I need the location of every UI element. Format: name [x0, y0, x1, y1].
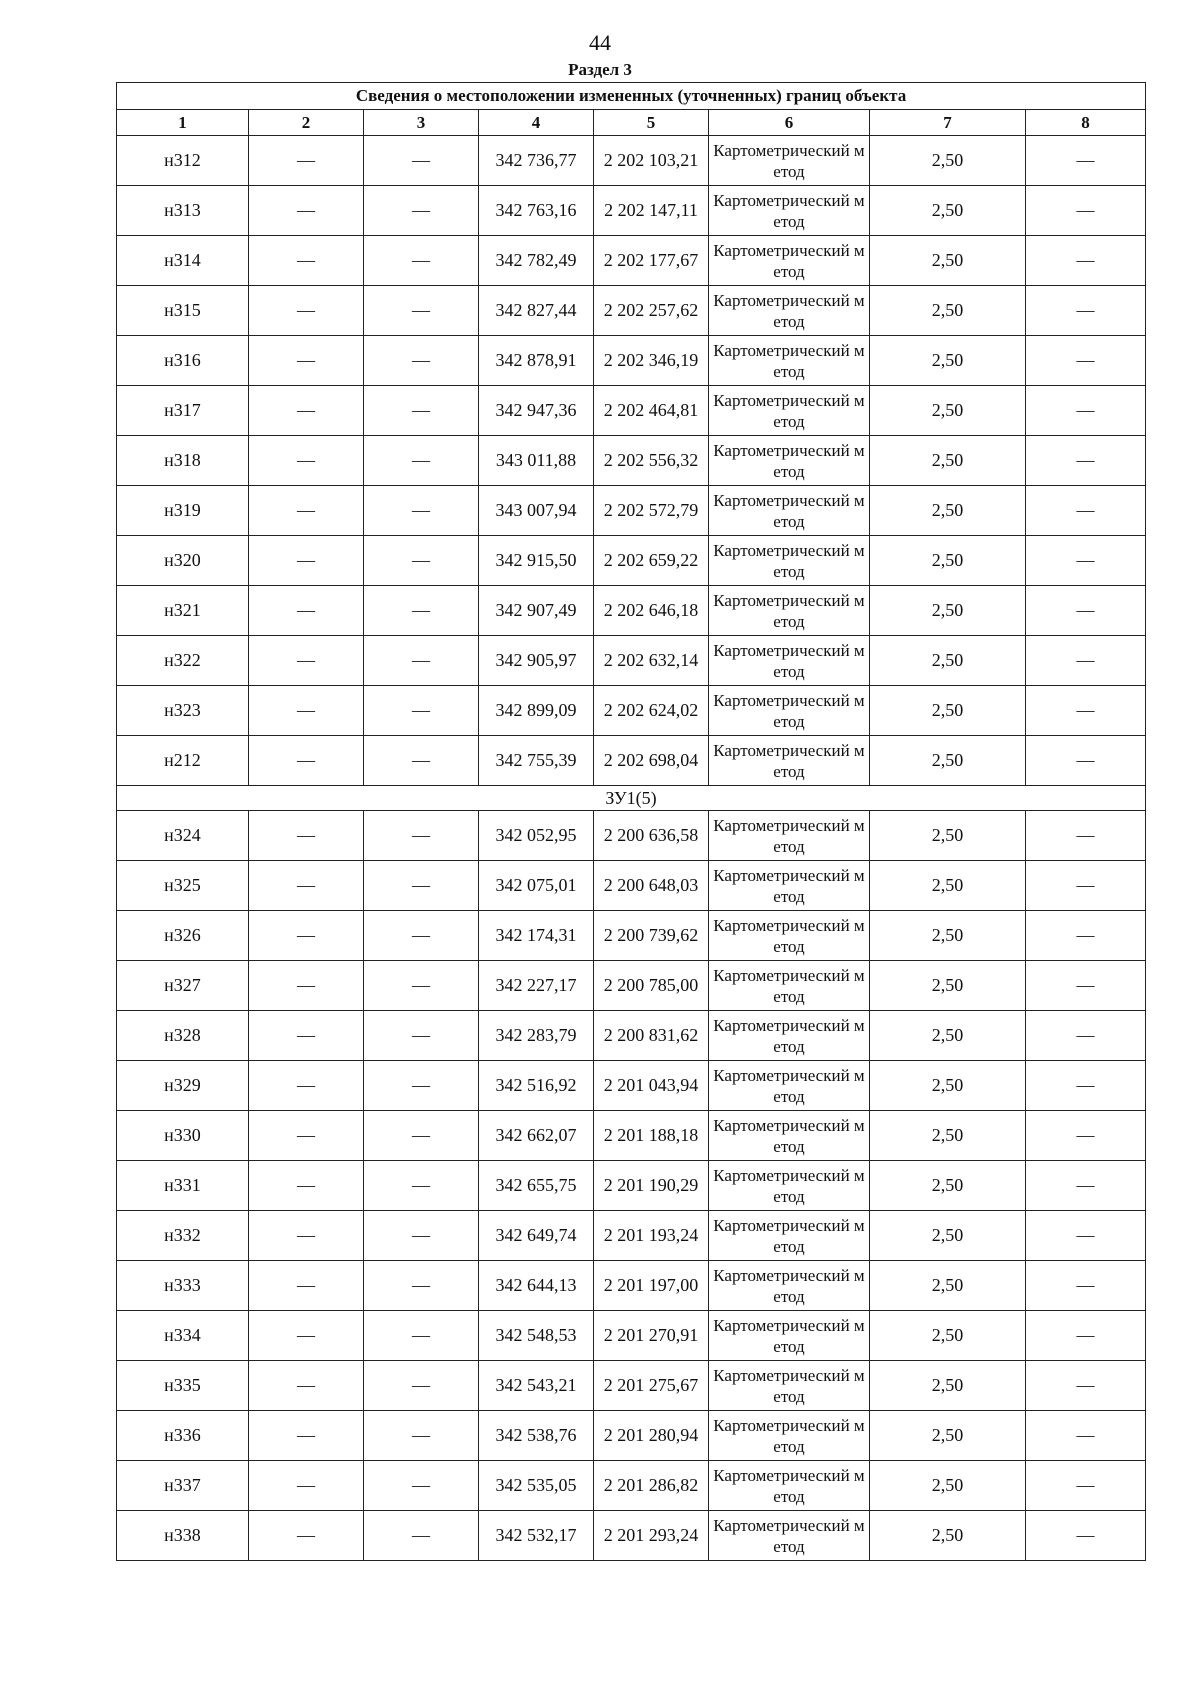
method-cell: Картометрический метод — [709, 236, 870, 286]
col2-cell: — — [249, 236, 364, 286]
col3-cell: — — [364, 1061, 479, 1111]
table-row — [117, 1111, 1146, 1161]
column-header: 1 — [117, 110, 249, 136]
method-cell: Картометрический метод — [709, 1311, 870, 1361]
point-number-cell: н326 — [117, 911, 249, 961]
point-number-cell: н315 — [117, 286, 249, 336]
y-coordinate-cell: 2 201 286,82 — [594, 1461, 709, 1511]
accuracy-cell: 2,50 — [870, 1011, 1026, 1061]
col2-cell: — — [249, 1011, 364, 1061]
accuracy-cell: 2,50 — [870, 1361, 1026, 1411]
point-number-cell: н317 — [117, 386, 249, 436]
col8-cell: — — [1026, 286, 1146, 336]
col3-cell: — — [364, 911, 479, 961]
x-coordinate-cell: 342 052,95 — [479, 811, 594, 861]
table-row — [117, 336, 1146, 386]
accuracy-cell: 2,50 — [870, 1411, 1026, 1461]
col2-cell: — — [249, 1311, 364, 1361]
x-coordinate-cell: 342 075,01 — [479, 861, 594, 911]
col3-cell: — — [364, 536, 479, 586]
point-number-cell: н318 — [117, 436, 249, 486]
col8-cell: — — [1026, 1211, 1146, 1261]
point-number-cell: н336 — [117, 1411, 249, 1461]
table-row — [117, 486, 1146, 536]
col2-cell: — — [249, 1511, 364, 1561]
y-coordinate-cell: 2 200 636,58 — [594, 811, 709, 861]
y-coordinate-cell: 2 201 190,29 — [594, 1161, 709, 1211]
table-row — [117, 136, 1146, 186]
y-coordinate-cell: 2 201 293,24 — [594, 1511, 709, 1561]
col2-cell: — — [249, 186, 364, 236]
method-cell: Картометрический метод — [709, 1211, 870, 1261]
column-header: 4 — [479, 110, 594, 136]
col2-cell: — — [249, 136, 364, 186]
col2-cell: — — [249, 961, 364, 1011]
col3-cell: — — [364, 811, 479, 861]
x-coordinate-cell: 342 649,74 — [479, 1211, 594, 1261]
col2-cell: — — [249, 1061, 364, 1111]
col3-cell: — — [364, 736, 479, 786]
column-header: 8 — [1026, 110, 1146, 136]
accuracy-cell: 2,50 — [870, 536, 1026, 586]
y-coordinate-cell: 2 202 698,04 — [594, 736, 709, 786]
table-row — [117, 911, 1146, 961]
accuracy-cell: 2,50 — [870, 486, 1026, 536]
x-coordinate-cell: 342 947,36 — [479, 386, 594, 436]
table-row — [117, 536, 1146, 586]
x-coordinate-cell: 342 532,17 — [479, 1511, 594, 1561]
table-row — [117, 1361, 1146, 1411]
col8-cell: — — [1026, 1011, 1146, 1061]
col8-cell: — — [1026, 811, 1146, 861]
point-number-cell: н329 — [117, 1061, 249, 1111]
table-row — [117, 236, 1146, 286]
col3-cell: — — [364, 1461, 479, 1511]
x-coordinate-cell: 342 763,16 — [479, 186, 594, 236]
y-coordinate-cell: 2 201 270,91 — [594, 1311, 709, 1361]
y-coordinate-cell: 2 200 739,62 — [594, 911, 709, 961]
col2-cell: — — [249, 536, 364, 586]
point-number-cell: н332 — [117, 1211, 249, 1261]
col3-cell: — — [364, 686, 479, 736]
y-coordinate-cell: 2 202 632,14 — [594, 636, 709, 686]
x-coordinate-cell: 342 899,09 — [479, 686, 594, 736]
col2-cell: — — [249, 811, 364, 861]
method-cell: Картометрический метод — [709, 186, 870, 236]
y-coordinate-cell: 2 202 177,67 — [594, 236, 709, 286]
point-number-cell: н313 — [117, 186, 249, 236]
x-coordinate-cell: 342 543,21 — [479, 1361, 594, 1411]
accuracy-cell: 2,50 — [870, 1461, 1026, 1511]
col8-cell: — — [1026, 1461, 1146, 1511]
method-cell: Картометрический метод — [709, 911, 870, 961]
col2-cell: — — [249, 1461, 364, 1511]
col2-cell: — — [249, 486, 364, 536]
method-cell: Картометрический метод — [709, 686, 870, 736]
col8-cell: — — [1026, 686, 1146, 736]
point-number-cell: н321 — [117, 586, 249, 636]
x-coordinate-cell: 342 538,76 — [479, 1411, 594, 1461]
col3-cell: — — [364, 336, 479, 386]
accuracy-cell: 2,50 — [870, 861, 1026, 911]
accuracy-cell: 2,50 — [870, 1111, 1026, 1161]
y-coordinate-cell: 2 202 646,18 — [594, 586, 709, 636]
method-cell: Картометрический метод — [709, 1261, 870, 1311]
table-row — [117, 1161, 1146, 1211]
x-coordinate-cell: 343 007,94 — [479, 486, 594, 536]
col3-cell: — — [364, 961, 479, 1011]
y-coordinate-cell: 2 200 648,03 — [594, 861, 709, 911]
col8-cell: — — [1026, 1311, 1146, 1361]
y-coordinate-cell: 2 201 188,18 — [594, 1111, 709, 1161]
x-coordinate-cell: 342 227,17 — [479, 961, 594, 1011]
parcel-group-row — [117, 786, 1146, 811]
col3-cell: — — [364, 136, 479, 186]
col3-cell: — — [364, 586, 479, 636]
accuracy-cell: 2,50 — [870, 236, 1026, 286]
col3-cell: — — [364, 1361, 479, 1411]
point-number-cell: н323 — [117, 686, 249, 736]
col3-cell: — — [364, 236, 479, 286]
table-row — [117, 1461, 1146, 1511]
col3-cell: — — [364, 286, 479, 336]
col8-cell: — — [1026, 486, 1146, 536]
table-row — [117, 1311, 1146, 1361]
point-number-cell: н319 — [117, 486, 249, 536]
column-number-row — [117, 110, 1146, 136]
table-body — [117, 136, 1146, 1561]
y-coordinate-cell: 2 202 624,02 — [594, 686, 709, 736]
col8-cell: — — [1026, 861, 1146, 911]
x-coordinate-cell: 342 827,44 — [479, 286, 594, 336]
point-number-cell: н327 — [117, 961, 249, 1011]
method-cell: Картометрический метод — [709, 436, 870, 486]
method-cell: Картометрический метод — [709, 586, 870, 636]
col2-cell: — — [249, 636, 364, 686]
y-coordinate-cell: 2 202 659,22 — [594, 536, 709, 586]
point-number-cell: н324 — [117, 811, 249, 861]
col8-cell: — — [1026, 1061, 1146, 1111]
y-coordinate-cell: 2 202 147,11 — [594, 186, 709, 236]
y-coordinate-cell: 2 201 280,94 — [594, 1411, 709, 1461]
col2-cell: — — [249, 1111, 364, 1161]
col2-cell: — — [249, 686, 364, 736]
accuracy-cell: 2,50 — [870, 1511, 1026, 1561]
col8-cell: — — [1026, 1161, 1146, 1211]
accuracy-cell: 2,50 — [870, 811, 1026, 861]
col3-cell: — — [364, 1261, 479, 1311]
y-coordinate-cell: 2 202 103,21 — [594, 136, 709, 186]
col8-cell: — — [1026, 736, 1146, 786]
method-cell: Картометрический метод — [709, 1511, 870, 1561]
col2-cell: — — [249, 861, 364, 911]
x-coordinate-cell: 342 878,91 — [479, 336, 594, 386]
section-title: Раздел 3 — [568, 60, 632, 79]
x-coordinate-cell: 342 662,07 — [479, 1111, 594, 1161]
col3-cell: — — [364, 436, 479, 486]
y-coordinate-cell: 2 201 275,67 — [594, 1361, 709, 1411]
table-row — [117, 586, 1146, 636]
column-header: 3 — [364, 110, 479, 136]
point-number-cell: н334 — [117, 1311, 249, 1361]
accuracy-cell: 2,50 — [870, 1311, 1026, 1361]
y-coordinate-cell: 2 201 043,94 — [594, 1061, 709, 1111]
method-cell: Картометрический метод — [709, 1111, 870, 1161]
y-coordinate-cell: 2 201 193,24 — [594, 1211, 709, 1261]
table-row — [117, 636, 1146, 686]
x-coordinate-cell: 342 516,92 — [479, 1061, 594, 1111]
method-cell: Картометрический метод — [709, 486, 870, 536]
method-cell: Картометрический метод — [709, 1161, 870, 1211]
x-coordinate-cell: 342 283,79 — [479, 1011, 594, 1061]
x-coordinate-cell: 342 782,49 — [479, 236, 594, 286]
point-number-cell: н320 — [117, 536, 249, 586]
y-coordinate-cell: 2 202 556,32 — [594, 436, 709, 486]
col8-cell: — — [1026, 1111, 1146, 1161]
col8-cell: — — [1026, 236, 1146, 286]
method-cell: Картометрический метод — [709, 386, 870, 436]
method-cell: Картометрический метод — [709, 861, 870, 911]
table-row — [117, 961, 1146, 1011]
y-coordinate-cell: 2 202 346,19 — [594, 336, 709, 386]
col8-cell: — — [1026, 386, 1146, 436]
point-number-cell: н328 — [117, 1011, 249, 1061]
accuracy-cell: 2,50 — [870, 1061, 1026, 1111]
accuracy-cell: 2,50 — [870, 961, 1026, 1011]
col2-cell: — — [249, 1161, 364, 1211]
accuracy-cell: 2,50 — [870, 386, 1026, 436]
col3-cell: — — [364, 636, 479, 686]
table-row — [117, 1011, 1146, 1061]
method-cell: Картометрический метод — [709, 1411, 870, 1461]
col2-cell: — — [249, 436, 364, 486]
column-header: 7 — [870, 110, 1026, 136]
method-cell: Картометрический метод — [709, 536, 870, 586]
col8-cell: — — [1026, 436, 1146, 486]
column-header: 2 — [249, 110, 364, 136]
col8-cell: — — [1026, 911, 1146, 961]
col8-cell: — — [1026, 1511, 1146, 1561]
method-cell: Картометрический метод — [709, 286, 870, 336]
accuracy-cell: 2,50 — [870, 636, 1026, 686]
page-number: 44 — [589, 30, 611, 55]
col3-cell: — — [364, 1111, 479, 1161]
table-row — [117, 1411, 1146, 1461]
point-number-cell: н337 — [117, 1461, 249, 1511]
method-cell: Картометрический метод — [709, 1011, 870, 1061]
point-number-cell: н322 — [117, 636, 249, 686]
col3-cell: — — [364, 1211, 479, 1261]
method-cell: Картометрический метод — [709, 136, 870, 186]
method-cell: Картометрический метод — [709, 1461, 870, 1511]
col8-cell: — — [1026, 636, 1146, 686]
table-row — [117, 286, 1146, 336]
x-coordinate-cell: 342 915,50 — [479, 536, 594, 586]
col3-cell: — — [364, 861, 479, 911]
col8-cell: — — [1026, 586, 1146, 636]
boundary-coordinates-table — [116, 82, 1146, 1561]
y-coordinate-cell: 2 201 197,00 — [594, 1261, 709, 1311]
table-row — [117, 811, 1146, 861]
y-coordinate-cell: 2 202 257,62 — [594, 286, 709, 336]
table-row — [117, 686, 1146, 736]
col8-cell: — — [1026, 1261, 1146, 1311]
point-number-cell: н335 — [117, 1361, 249, 1411]
column-header: 6 — [709, 110, 870, 136]
col2-cell: — — [249, 386, 364, 436]
accuracy-cell: 2,50 — [870, 136, 1026, 186]
table-row — [117, 186, 1146, 236]
col8-cell: — — [1026, 186, 1146, 236]
point-number-cell: н333 — [117, 1261, 249, 1311]
col8-cell: — — [1026, 536, 1146, 586]
col3-cell: — — [364, 486, 479, 536]
col2-cell: — — [249, 336, 364, 386]
col2-cell: — — [249, 286, 364, 336]
method-cell: Картометрический метод — [709, 1061, 870, 1111]
x-coordinate-cell: 342 548,53 — [479, 1311, 594, 1361]
col2-cell: — — [249, 1211, 364, 1261]
x-coordinate-cell: 343 011,88 — [479, 436, 594, 486]
accuracy-cell: 2,50 — [870, 586, 1026, 636]
col3-cell: — — [364, 186, 479, 236]
col8-cell: — — [1026, 336, 1146, 386]
point-number-cell: н212 — [117, 736, 249, 786]
table-row — [117, 386, 1146, 436]
x-coordinate-cell: 342 655,75 — [479, 1161, 594, 1211]
method-cell: Картометрический метод — [709, 961, 870, 1011]
accuracy-cell: 2,50 — [870, 736, 1026, 786]
col2-cell: — — [249, 911, 364, 961]
x-coordinate-cell: 342 907,49 — [479, 586, 594, 636]
point-number-cell: н314 — [117, 236, 249, 286]
point-number-cell: н325 — [117, 861, 249, 911]
col3-cell: — — [364, 1011, 479, 1061]
col8-cell: — — [1026, 136, 1146, 186]
accuracy-cell: 2,50 — [870, 436, 1026, 486]
col8-cell: — — [1026, 1361, 1146, 1411]
table-title: Сведения о местоположении измененных (уточненных) границ объекта — [117, 83, 1146, 110]
point-number-cell: н331 — [117, 1161, 249, 1211]
accuracy-cell: 2,50 — [870, 686, 1026, 736]
accuracy-cell: 2,50 — [870, 186, 1026, 236]
accuracy-cell: 2,50 — [870, 1211, 1026, 1261]
point-number-cell: н312 — [117, 136, 249, 186]
parcel-group-label: ЗУ1(5) — [117, 786, 1146, 811]
method-cell: Картометрический метод — [709, 736, 870, 786]
x-coordinate-cell: 342 736,77 — [479, 136, 594, 186]
table-row — [117, 736, 1146, 786]
x-coordinate-cell: 342 755,39 — [479, 736, 594, 786]
col2-cell: — — [249, 1411, 364, 1461]
col2-cell: — — [249, 736, 364, 786]
table-row — [117, 436, 1146, 486]
x-coordinate-cell: 342 535,05 — [479, 1461, 594, 1511]
accuracy-cell: 2,50 — [870, 286, 1026, 336]
y-coordinate-cell: 2 202 572,79 — [594, 486, 709, 536]
accuracy-cell: 2,50 — [870, 1261, 1026, 1311]
col2-cell: — — [249, 1261, 364, 1311]
col3-cell: — — [364, 1411, 479, 1461]
y-coordinate-cell: 2 202 464,81 — [594, 386, 709, 436]
y-coordinate-cell: 2 200 831,62 — [594, 1011, 709, 1061]
y-coordinate-cell: 2 200 785,00 — [594, 961, 709, 1011]
col8-cell: — — [1026, 961, 1146, 1011]
point-number-cell: н316 — [117, 336, 249, 386]
col3-cell: — — [364, 1511, 479, 1561]
col3-cell: — — [364, 1311, 479, 1361]
accuracy-cell: 2,50 — [870, 911, 1026, 961]
method-cell: Картометрический метод — [709, 636, 870, 686]
accuracy-cell: 2,50 — [870, 1161, 1026, 1211]
table-row — [117, 1061, 1146, 1111]
point-number-cell: н338 — [117, 1511, 249, 1561]
x-coordinate-cell: 342 905,97 — [479, 636, 594, 686]
x-coordinate-cell: 342 174,31 — [479, 911, 594, 961]
table-row — [117, 1511, 1146, 1561]
method-cell: Картометрический метод — [709, 1361, 870, 1411]
table-title-row — [117, 83, 1146, 110]
accuracy-cell: 2,50 — [870, 336, 1026, 386]
table-row — [117, 861, 1146, 911]
table-row — [117, 1211, 1146, 1261]
col3-cell: — — [364, 386, 479, 436]
col2-cell: — — [249, 586, 364, 636]
col2-cell: — — [249, 1361, 364, 1411]
table-row — [117, 1261, 1146, 1311]
col8-cell: — — [1026, 1411, 1146, 1461]
col3-cell: — — [364, 1161, 479, 1211]
column-header: 5 — [594, 110, 709, 136]
method-cell: Картометрический метод — [709, 336, 870, 386]
x-coordinate-cell: 342 644,13 — [479, 1261, 594, 1311]
method-cell: Картометрический метод — [709, 811, 870, 861]
point-number-cell: н330 — [117, 1111, 249, 1161]
